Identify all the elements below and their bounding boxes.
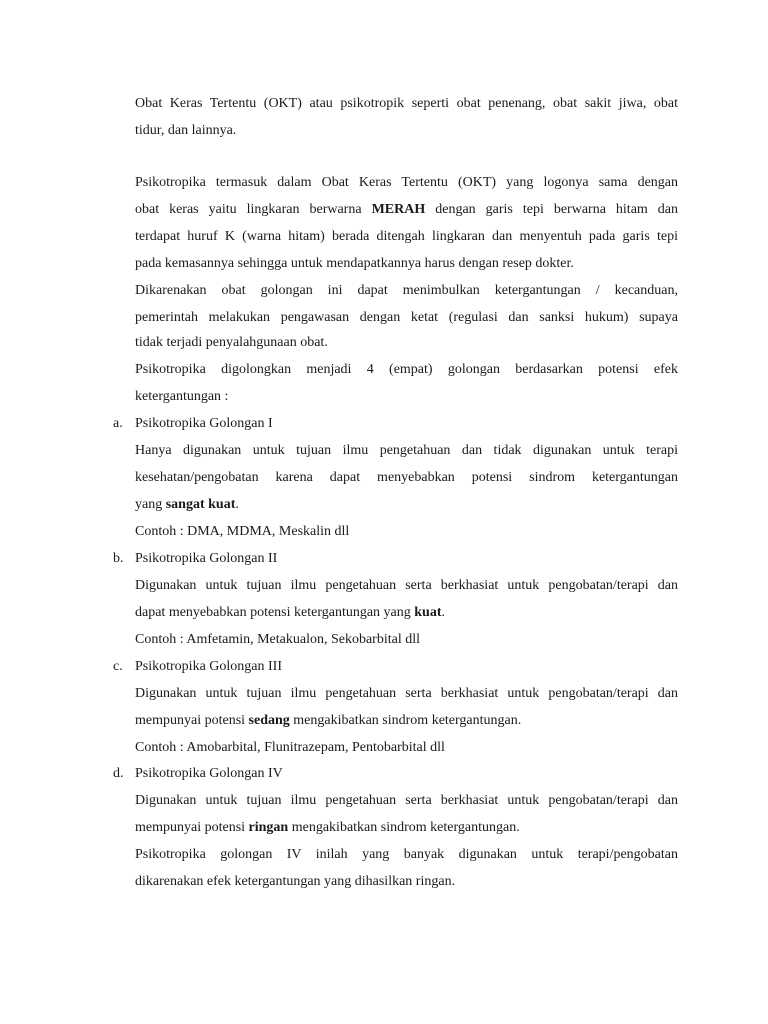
item-c-desc-2: mempunyai potensi sedang mengakibatkan sindrom ketergantungan. bbox=[135, 713, 522, 728]
item-a-desc-3: yang sangat kuat. bbox=[135, 497, 239, 512]
list-marker-c: c. bbox=[113, 659, 123, 674]
emphasis-sangat-kuat: sangat kuat bbox=[165, 497, 236, 512]
paragraph-3-line-1: Psikotropika digolongkan menjadi 4 (empat) golongan berdasarkan potensi efek bbox=[135, 362, 678, 377]
list-marker-a: a. bbox=[113, 416, 123, 431]
item-d-desc-2: mempunyai potensi ringan mengakibatkan sindrom ketergantungan. bbox=[135, 820, 520, 835]
emphasis-merah: MERAH bbox=[371, 202, 426, 217]
item-a-example: Contoh : DMA, MDMA, Meskalin dll bbox=[135, 524, 350, 539]
item-d-title: Psikotropika Golongan IV bbox=[135, 766, 283, 781]
item-b-example: Contoh : Amfetamin, Metakualon, Sekobarbital dll bbox=[135, 632, 421, 647]
item-c-example: Contoh : Amobarbital, Flunitrazepam, Pentobarbital dll bbox=[135, 740, 445, 755]
paragraph-2-line-1: Dikarenakan obat golongan ini dapat menimbulkan ketergantungan / kecanduan, bbox=[135, 283, 678, 298]
list-marker-b: b. bbox=[113, 551, 124, 566]
item-a-title: Psikotropika Golongan I bbox=[135, 416, 273, 431]
emphasis-sedang: sedang bbox=[248, 713, 290, 728]
item-c-title: Psikotropika Golongan III bbox=[135, 659, 282, 674]
item-b-title: Psikotropika Golongan II bbox=[135, 551, 278, 566]
paragraph-3-line-2: ketergantungan : bbox=[135, 389, 229, 404]
emphasis-ringan: ringan bbox=[248, 820, 289, 835]
emphasis-kuat: kuat bbox=[414, 605, 442, 620]
list-marker-d: d. bbox=[113, 766, 124, 781]
item-a-desc-2: kesehatan/pengobatan karena dapat menyebabkan potensi sindrom ketergantungan bbox=[135, 470, 678, 485]
intro-line-2: tidur, dan lainnya. bbox=[135, 123, 237, 138]
paragraph-1-line-1: Psikotropika termasuk dalam Obat Keras Tertentu (OKT) yang logonya sama dengan bbox=[135, 175, 678, 190]
paragraph-2-line-3: tidak terjadi penyalahgunaan obat. bbox=[135, 335, 328, 350]
item-a-desc-1: Hanya digunakan untuk tujuan ilmu pengetahuan dan tidak digunakan untuk terapi bbox=[135, 443, 678, 458]
item-d-desc-1: Digunakan untuk tujuan ilmu pengetahuan serta berkhasiat untuk pengobatan/terapi dan bbox=[135, 793, 678, 808]
item-d-note-2: dikarenakan efek ketergantungan yang dihasilkan ringan. bbox=[135, 874, 456, 889]
paragraph-1-line-4: pada kemasannya sehingga untuk mendapatkannya harus dengan resep dokter. bbox=[135, 256, 574, 271]
paragraph-1-line-2: obat keras yaitu lingkaran berwarna MERAH dengan garis tepi berwarna hitam dan bbox=[135, 202, 679, 217]
item-c-desc-1: Digunakan untuk tujuan ilmu pengetahuan serta berkhasiat untuk pengobatan/terapi dan bbox=[135, 686, 678, 701]
intro-line-1: Obat Keras Tertentu (OKT) atau psikotropik seperti obat penenang, obat sakit jiwa, obat bbox=[135, 96, 678, 111]
paragraph-1-line-3: terdapat huruf K (warna hitam) berada ditengah lingkaran dan menyentuh pada garis tepi bbox=[135, 229, 678, 244]
item-d-note-1: Psikotropika golongan IV inilah yang banyak digunakan untuk terapi/pengobatan bbox=[135, 847, 678, 862]
paragraph-2-line-2: pemerintah melakukan pengawasan dengan ketat (regulasi dan sanksi hukum) supaya bbox=[135, 310, 678, 325]
item-b-desc-1: Digunakan untuk tujuan ilmu pengetahuan serta berkhasiat untuk pengobatan/terapi dan bbox=[135, 578, 678, 593]
item-b-desc-2: dapat menyebabkan potensi ketergantungan yang kuat. bbox=[135, 605, 445, 620]
